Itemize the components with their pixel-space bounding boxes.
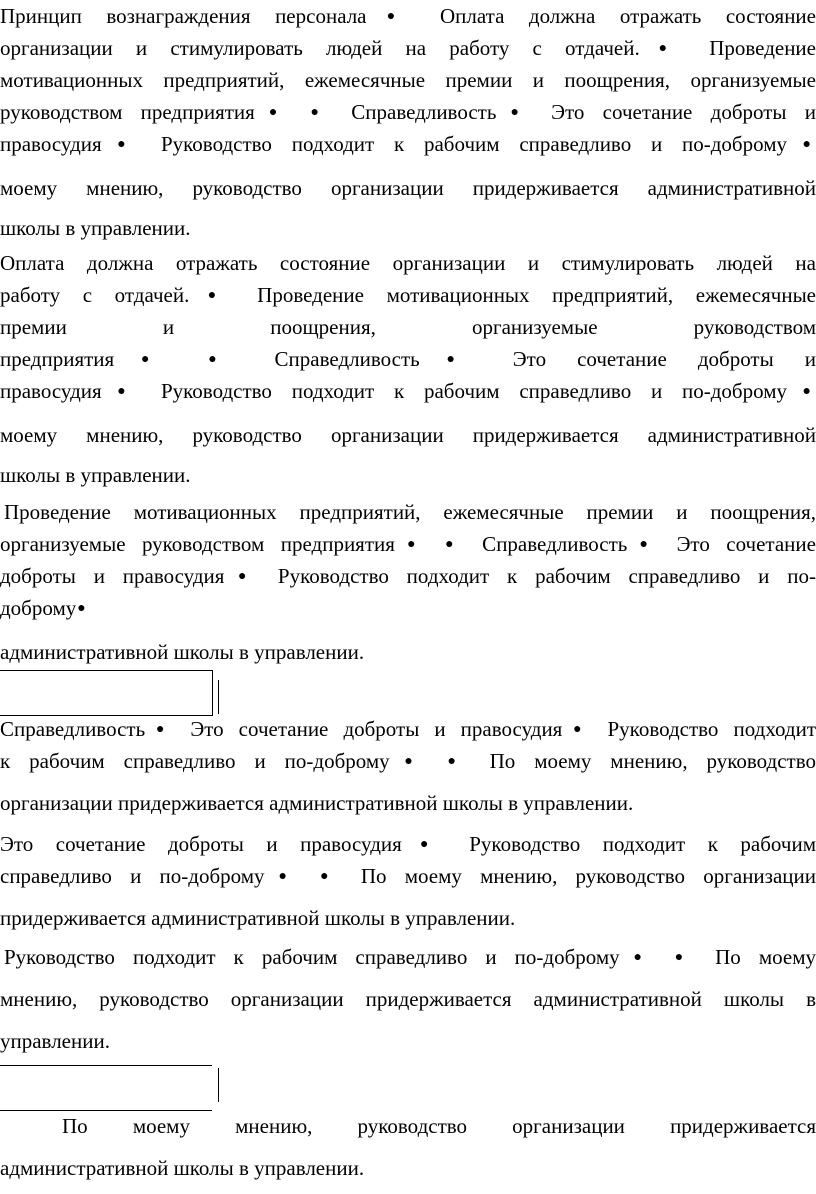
text-line: моему мнению, руководство организации придерживается административной bbox=[0, 176, 816, 200]
text-line: моему мнению, руководство организации придерживается административной bbox=[0, 423, 816, 447]
text-line: доброму● bbox=[0, 596, 86, 620]
paragraph-4 bbox=[0, 713, 816, 819]
bullet-icon: ● bbox=[640, 41, 686, 56]
bullet-icon: ● bbox=[225, 569, 260, 584]
bullet-icon: ● bbox=[402, 837, 446, 852]
bullet-icon: ● bbox=[310, 105, 332, 120]
bullet-icon: ● bbox=[445, 537, 465, 552]
frame-edge-2 bbox=[218, 1068, 219, 1102]
text-line: предприятия● ● Справедливость● Это сочетание доброты и bbox=[0, 347, 816, 371]
bullet-icon: ● bbox=[102, 384, 141, 399]
text-line: организации и стимулировать людей на работу с отдачей.● Проведение bbox=[0, 36, 816, 60]
paragraph-3 bbox=[0, 496, 816, 668]
paragraph-5 bbox=[0, 828, 816, 934]
text-line: мнению, руководство организации придерживается административной школы в bbox=[0, 987, 816, 1011]
bullet-icon: ● bbox=[77, 601, 86, 616]
bullet-icon: ● bbox=[563, 722, 592, 737]
text-line: управлении. bbox=[0, 1029, 110, 1053]
text-line: организации придерживается административной школы в управлении. bbox=[0, 791, 634, 815]
bullet-icon: ● bbox=[788, 137, 811, 152]
paragraph-1 bbox=[0, 0, 816, 244]
text-line: мотивационных предприятий, ежемесячные премии и поощрения, организуемые bbox=[0, 68, 816, 92]
text-line: Руководство подходит к рабочим справедливо и по-доброму● ● По моему bbox=[4, 945, 816, 969]
empty-frame-2 bbox=[0, 1065, 212, 1111]
paragraph-7 bbox=[0, 1110, 816, 1184]
text-line: руководством предприятия● ● Справедливость● Это сочетание доброты и bbox=[0, 100, 816, 124]
bullet-icon: ● bbox=[102, 137, 141, 152]
bullet-icon: ● bbox=[265, 869, 300, 884]
bullet-icon: ● bbox=[788, 384, 811, 399]
bullet-icon: ● bbox=[620, 950, 655, 965]
text-line: административной школы в управлении. bbox=[0, 640, 365, 664]
bullet-icon: ● bbox=[628, 537, 660, 552]
text-line: правосудия● Руководство подходит к рабочим справедливо и по-доброму● bbox=[0, 132, 811, 156]
bullet-icon: ● bbox=[190, 288, 234, 303]
bullet-icon: ● bbox=[420, 352, 481, 367]
text-line: Это сочетание доброты и правосудия● Руководство подходит к рабочим bbox=[0, 832, 816, 856]
paragraph-6 bbox=[0, 941, 816, 1057]
bullet-icon: ● bbox=[447, 754, 470, 769]
bullet-icon: ● bbox=[390, 754, 427, 769]
text-line: Принцип вознаграждения персонала● Оплата должна отражать состояние bbox=[0, 4, 816, 28]
text-line: работу с отдачей.● Проведение мотивационных предприятий, ежемесячные bbox=[0, 283, 816, 307]
text-line: Проведение мотивационных предприятий, ежемесячные премии и поощрения, bbox=[4, 500, 816, 524]
text-line: доброты и правосудия● Руководство подходит к рабочим справедливо и по- bbox=[0, 564, 816, 588]
text-line: школы в управлении. bbox=[0, 463, 191, 487]
bullet-icon: ● bbox=[674, 950, 697, 965]
text-line: административной школы в управлении. bbox=[0, 1156, 365, 1180]
bullet-icon: ● bbox=[208, 352, 243, 367]
text-line: Оплата должна отражать состояние организации и стимулировать людей на bbox=[0, 251, 816, 275]
bullet-icon: ● bbox=[255, 105, 291, 120]
text-line: организуемые руководством предприятия● ● Справедливость● Это сочетание bbox=[0, 532, 816, 556]
bullet-icon: ● bbox=[497, 105, 532, 120]
bullet-icon: ● bbox=[395, 537, 427, 552]
bullet-icon: ● bbox=[367, 9, 415, 24]
text-line: справедливо и по-доброму● ● По моему мнению, руководство организации bbox=[0, 864, 816, 888]
text-line: к рабочим справедливо и по-доброму● ● По моему мнению, руководство bbox=[0, 749, 816, 773]
text-line: придерживается административной школы в управлении. bbox=[0, 906, 516, 930]
text-line: Справедливость● Это сочетание доброты и правосудия● Руководство подходит bbox=[0, 717, 816, 741]
bullet-icon: ● bbox=[115, 352, 176, 367]
text-line: По моему мнению, руководство организации придерживается bbox=[62, 1114, 816, 1138]
bullet-icon: ● bbox=[146, 722, 175, 737]
bullet-icon: ● bbox=[320, 869, 342, 884]
empty-frame-1 bbox=[0, 670, 213, 716]
text-line: правосудия● Руководство подходит к рабочим справедливо и по-доброму● bbox=[0, 379, 811, 403]
frame-edge-1 bbox=[218, 680, 219, 714]
paragraph-2 bbox=[0, 247, 816, 491]
text-line: премии и поощрения, организуемые руководством bbox=[0, 315, 816, 339]
text-line: школы в управлении. bbox=[0, 216, 191, 240]
